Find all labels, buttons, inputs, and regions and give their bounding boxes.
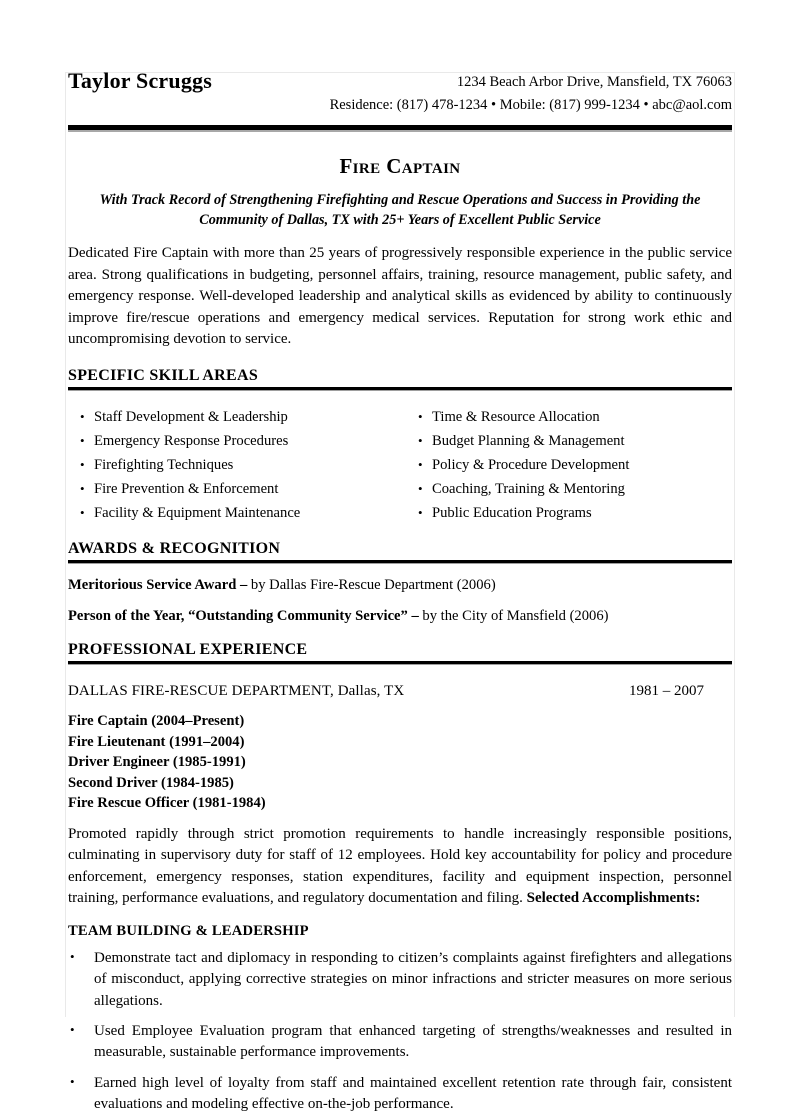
bullet-icon: • (70, 1021, 75, 1037)
bullet-icon: • (70, 1073, 75, 1089)
list-item (406, 453, 732, 477)
accomplishment-text: Demonstrate tact and diplomacy in responding to citizen’s complaints against firefighters and allegations of misconduct, applying corrective strategies on minor infractions and stricter measures on more serious allegations. (94, 949, 732, 1009)
skill-label: Time & Resource Allocation (432, 408, 600, 425)
skill-label: Fire Prevention & Enforcement (94, 480, 279, 497)
award-title: Person of the Year, “Outstanding Community Service” – (68, 608, 419, 625)
resume-content (68, 68, 732, 1116)
bullet-icon: • (80, 432, 85, 448)
list-item (406, 501, 732, 525)
skills-column-left (68, 405, 394, 525)
bullet-icon: • (70, 948, 75, 964)
accomplishment-text: Used Employee Evaluation program that enhanced targeting of strengths/weaknesses and resulted in measurable, sustainable performance improvements. (94, 1022, 732, 1061)
job-titles-list (68, 711, 732, 814)
award-detail: by the City of Mansfield (2006) (418, 608, 609, 625)
award-entry (68, 576, 732, 595)
list-item (406, 405, 732, 429)
job-title-entry: Driver Engineer (1985-1991) (68, 754, 246, 771)
awards-divider (68, 560, 732, 564)
list-item (68, 948, 732, 1012)
skill-label: Staff Development & Leadership (94, 408, 288, 425)
employer-name: DALLAS FIRE-RESCUE DEPARTMENT, Dallas, TX (68, 683, 405, 700)
list-item (68, 477, 394, 501)
skill-label: Public Education Programs (432, 504, 592, 521)
header-divider (68, 125, 732, 132)
list-item (68, 1021, 732, 1064)
contact-phone-email: Residence: (817) 478-1234 • Mobile: (817) 999-1234 • abc@aol.com (329, 97, 732, 114)
skill-label: Firefighting Techniques (94, 456, 234, 473)
list-item (68, 453, 394, 477)
bullet-icon: • (418, 480, 423, 496)
experience-description-text: Promoted rapidly through strict promotion requirements to handle increasingly responsible positions, culminating in supervisory duty for staff of 12 employees. Hold key accountability for policy and procedure enforcement, emergency responses, station expenditures, facility and equipment inspection, personnel training, performance evaluations, and regulatory documentation and filing. (68, 825, 732, 907)
bullet-icon: • (418, 456, 423, 472)
award-entry (68, 607, 732, 626)
resume-header (68, 68, 732, 118)
contact-address: 1234 Beach Arbor Drive, Mansfield, TX 76063 (456, 74, 732, 90)
list-item (406, 429, 732, 453)
bullet-icon: • (418, 504, 423, 520)
list-item (68, 1073, 732, 1116)
contact-block (330, 68, 732, 118)
skills-divider (68, 387, 732, 391)
list-item (406, 477, 732, 501)
experience-divider (68, 661, 732, 665)
accomplishments-list (68, 948, 732, 1116)
experience-description (68, 824, 732, 910)
job-title-entry: Fire Lieutenant (1991–2004) (68, 733, 245, 750)
accomplishment-text: Earned high level of loyalty from staff and maintained excellent retention rate through fair, consistent evaluations and modeling effective on-the-job performance. (94, 1074, 732, 1113)
section-heading-experience: PROFESSIONAL EXPERIENCE (68, 641, 308, 659)
skill-label: Emergency Response Procedures (94, 432, 289, 449)
professional-tagline: With Track Record of Strengthening Firefighting and Rescue Operations and Success in Providing the Community of Dallas, TX with 25+ Years of Excellent Public Service (99, 191, 701, 229)
selected-accomplishments-label: Selected Accomplishments: (526, 890, 701, 907)
skill-label: Budget Planning & Management (432, 432, 625, 449)
bullet-icon: • (418, 432, 423, 448)
page-title: Fire Captain (339, 153, 461, 178)
bullet-icon: • (80, 480, 85, 496)
skills-column-right (394, 405, 732, 525)
skill-label: Policy & Procedure Development (432, 456, 630, 473)
list-item (68, 429, 394, 453)
employer-row (68, 683, 732, 700)
subsection-heading-team-building: TEAM BUILDING & LEADERSHIP (68, 922, 309, 939)
skill-label: Facility & Equipment Maintenance (94, 504, 301, 521)
list-item (68, 501, 394, 525)
section-heading-awards: AWARDS & RECOGNITION (68, 540, 281, 558)
list-item (68, 405, 394, 429)
skill-label: Coaching, Training & Mentoring (432, 480, 625, 497)
candidate-name: Taylor Scruggs (68, 68, 212, 93)
award-detail: by Dallas Fire-Rescue Department (2006) (247, 577, 496, 594)
skills-columns (68, 405, 732, 525)
job-title-entry: Second Driver (1984-1985) (68, 774, 234, 791)
bullet-icon: • (80, 456, 85, 472)
section-heading-skills: SPECIFIC SKILL AREAS (68, 367, 259, 385)
professional-summary: Dedicated Fire Captain with more than 25 years of progressively responsible experience in the public service area. Strong qualifications in budgeting, personnel affairs, training, resource management, public safety, and emergency response. Well-developed leadership and analytical skills as evidenced by ability to continuously improve fire/rescue operations and emergency medical services. Reputation for strong work ethic and uncompromising devotion to service. (68, 245, 732, 348)
job-title-entry: Fire Rescue Officer (1981-1984) (68, 795, 266, 812)
award-title: Meritorious Service Award – (68, 577, 248, 594)
bullet-icon: • (80, 408, 85, 424)
bullet-icon: • (80, 504, 85, 520)
bullet-icon: • (418, 408, 423, 424)
employment-dates: 1981 – 2007 (629, 683, 704, 700)
job-title-entry: Fire Captain (2004–Present) (68, 713, 245, 730)
